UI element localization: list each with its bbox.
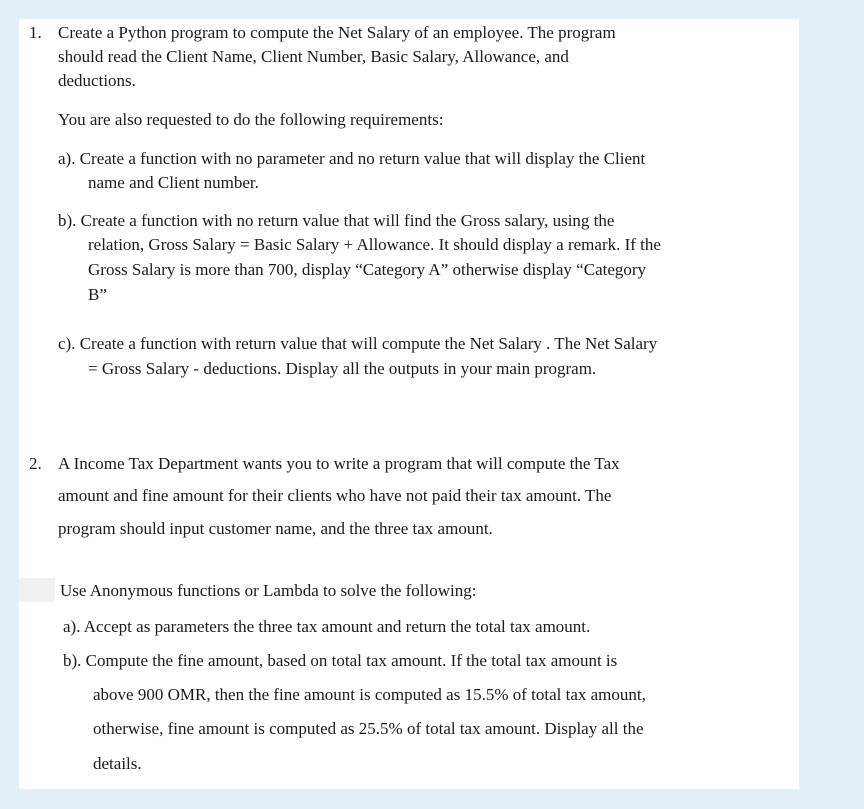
q2-b-line-1: b). Compute the fine amount, based on total tax amount. If the total tax amount is [63,651,618,670]
q1-b-line-1: b). Create a function with no return value that will find the Gross salary, using the [58,211,615,230]
q2-b-line-4: details. [93,754,142,773]
q2-intro-line-3: program should input customer name, and the three tax amount. [58,519,493,538]
q1-c-line-1: c). Create a function with return value that will compute the Net Salary . The Net Salary [58,334,658,353]
q1-requirements-heading: You are also requested to do the following requirements: [58,110,444,129]
q1-b-line-4: B” [88,285,107,304]
q1-c-line-2: = Gross Salary - deductions. Display all the outputs in your main program. [88,359,597,378]
q2-intro-line-1: A Income Tax Department wants you to write a program that will compute the Tax [58,454,620,473]
q2-b-line-3: otherwise, fine amount is computed as 25.5% of total tax amount. Display all the [93,719,644,738]
document-page [19,19,799,789]
q1-number: 1. [29,23,42,42]
q1-intro-line-1: Create a Python program to compute the Net Salary of an employee. The program [58,23,616,42]
q2-number: 2. [29,454,42,473]
q1-a-line-1: a). Create a function with no parameter and no return value that will display the Client [58,149,646,168]
q1-b-line-3: Gross Salary is more than 700, display “Category A” otherwise display “Category [88,260,647,279]
q2-lambda-heading: Use Anonymous functions or Lambda to solve the following: [60,581,477,600]
q1-b-line-2: relation, Gross Salary = Basic Salary + Allowance. It should display a remark. If the [88,235,661,254]
q1-intro-line-2: should read the Client Name, Client Number, Basic Salary, Allowance, and [58,47,569,66]
q2-a-line: a). Accept as parameters the three tax amount and return the total tax amount. [63,617,591,636]
q2-intro-line-2: amount and fine amount for their clients who have not paid their tax amount. The [58,486,612,505]
highlight-shade [19,578,55,602]
q2-b-line-2: above 900 OMR, then the fine amount is computed as 15.5% of total tax amount, [93,685,646,704]
q1-a-line-2: name and Client number. [88,173,259,192]
q1-intro-line-3: deductions. [58,71,136,90]
